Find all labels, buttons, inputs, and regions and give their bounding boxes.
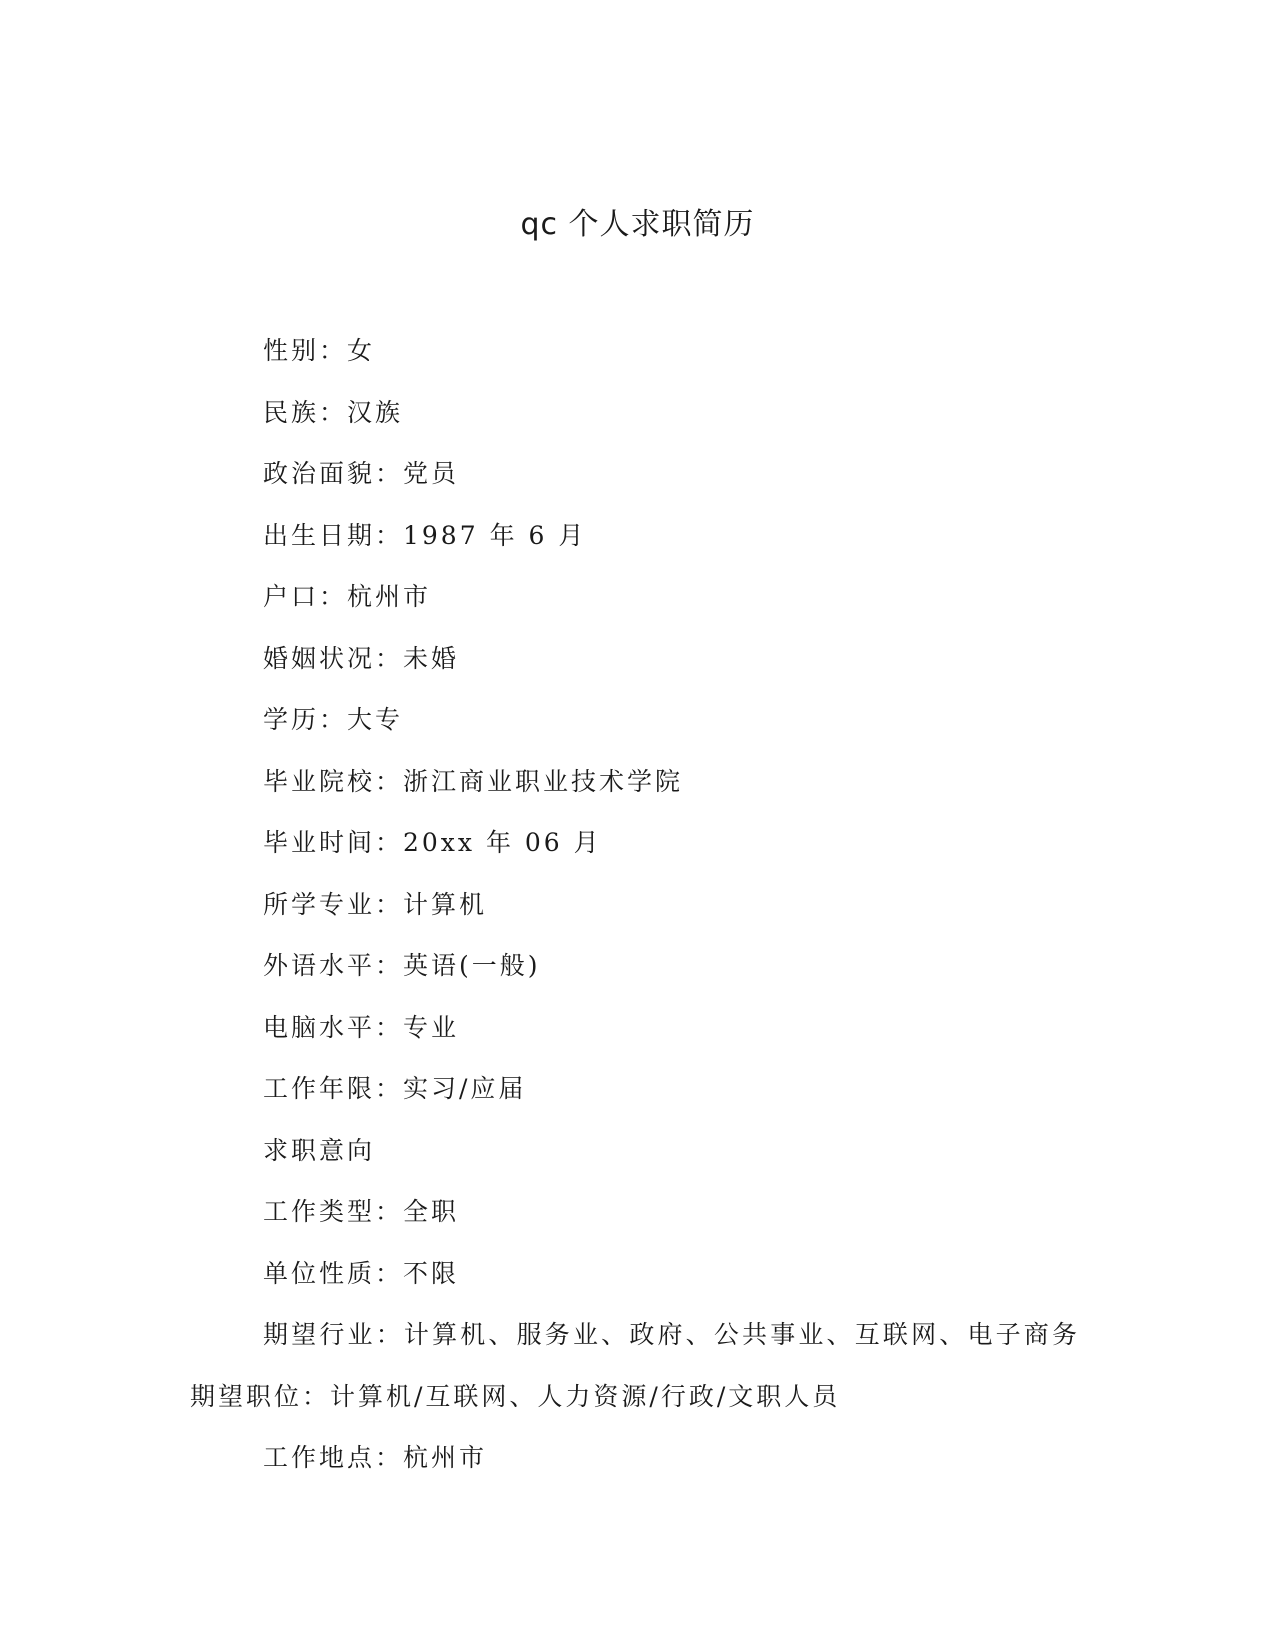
field-marital-status: 婚姻状况：未婚 xyxy=(263,643,460,673)
field-graduation-date: 毕业时间：20xx 年 06 月 xyxy=(263,828,602,857)
field-major: 所学专业：计算机 xyxy=(263,889,488,919)
document-title: qc 个人求职简历 xyxy=(520,207,755,242)
field-hukou: 户口：杭州市 xyxy=(263,582,432,611)
section-job-intention: 求职意向 xyxy=(263,1135,376,1165)
field-company-type: 单位性质：不限 xyxy=(263,1258,460,1288)
field-ethnicity: 民族：汉族 xyxy=(263,397,404,427)
field-education: 学历：大专 xyxy=(263,705,404,734)
field-foreign-language: 外语水平：英语(一般) xyxy=(263,951,541,980)
field-computer-skill: 电脑水平：专业 xyxy=(263,1012,460,1042)
field-political-status: 政治面貌：党员 xyxy=(263,459,460,488)
field-birth-date: 出生日期：1987 年 6 月 xyxy=(263,520,587,550)
resume-content xyxy=(190,320,1080,1489)
field-expected-industry-position: 期望行业：计算机、服务业、政府、公共事业、互联网、电子商务期望职位：计算机/互联网、人力资源/行政/文职人员 xyxy=(190,1320,1080,1411)
field-work-years: 工作年限：实习/应届 xyxy=(263,1074,527,1103)
field-work-location: 工作地点：杭州市 xyxy=(263,1443,488,1472)
field-gender: 性别：女 xyxy=(263,336,376,365)
field-job-type: 工作类型：全职 xyxy=(263,1197,460,1226)
field-school: 毕业院校：浙江商业职业技术学院 xyxy=(263,766,684,796)
